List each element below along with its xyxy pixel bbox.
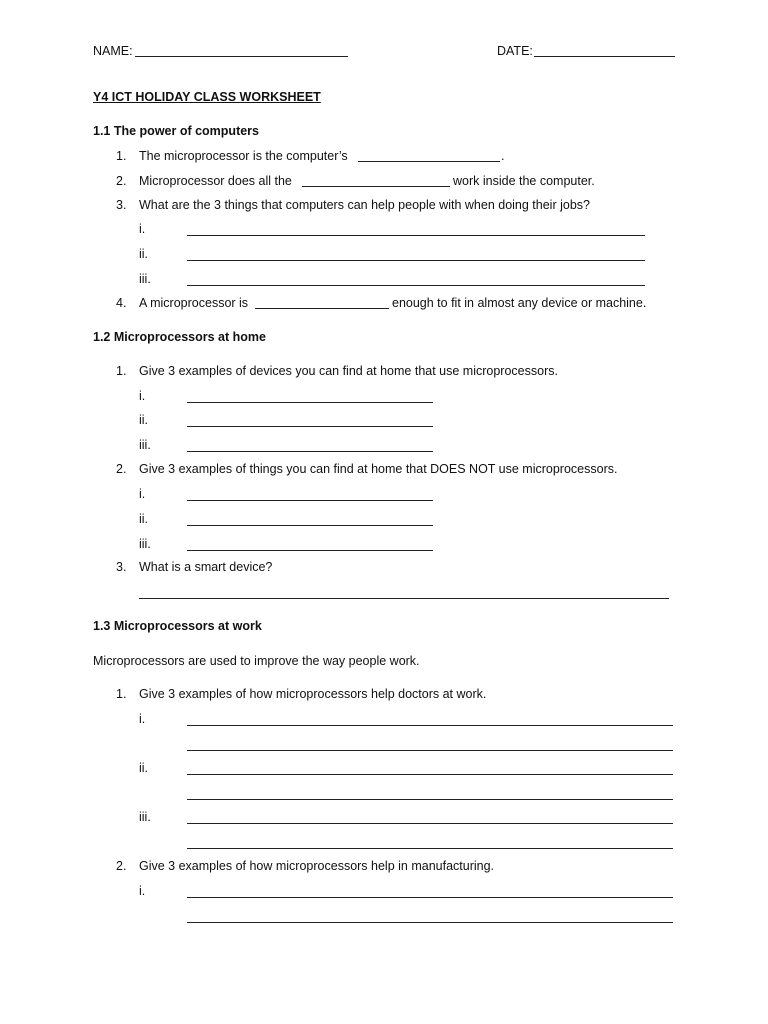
section-heading-1-2: 1.2 Microprocessors at home	[93, 330, 266, 344]
question-text: Give 3 examples of how microprocessors help in manufacturing.	[139, 859, 495, 873]
answer-line[interactable]	[187, 500, 433, 501]
name-blank[interactable]	[135, 56, 348, 57]
question-text: Give 3 examples of how microprocessors help doctors at work.	[139, 687, 487, 701]
question-text: What is a smart device?	[139, 560, 273, 574]
question-text: .	[501, 149, 505, 163]
question-number: 3.	[116, 198, 127, 212]
answer-line[interactable]	[187, 725, 673, 726]
question-number: 1.	[116, 149, 127, 163]
item-numeral: iii.	[139, 810, 151, 824]
answer-line[interactable]	[187, 260, 645, 261]
worksheet-title: Y4 ICT HOLIDAY CLASS WORKSHEET	[93, 90, 321, 104]
question-number: 2.	[116, 859, 127, 873]
answer-line[interactable]	[187, 848, 673, 849]
answer-blank[interactable]	[358, 161, 500, 162]
item-numeral: ii.	[139, 512, 149, 526]
item-numeral: ii.	[139, 247, 149, 261]
question-text: Give 3 examples of things you can find at home that DOES NOT use microprocessors.	[139, 462, 618, 476]
answer-line[interactable]	[187, 525, 433, 526]
item-numeral: i.	[139, 712, 146, 726]
item-numeral: i.	[139, 389, 146, 403]
answer-line[interactable]	[187, 750, 673, 751]
question-number: 3.	[116, 560, 127, 574]
question-text: What are the 3 things that computers can help people with when doing their jobs?	[139, 198, 590, 212]
answer-line[interactable]	[139, 598, 669, 599]
name-label: NAME:	[93, 44, 133, 58]
answer-line[interactable]	[187, 823, 673, 824]
question-text: work inside the computer.	[453, 174, 595, 188]
answer-blank[interactable]	[302, 186, 450, 187]
date-label: DATE:	[497, 44, 533, 58]
answer-line[interactable]	[187, 426, 433, 427]
item-numeral: iii.	[139, 272, 151, 286]
question-number: 2.	[116, 174, 127, 188]
item-numeral: i.	[139, 222, 146, 236]
question-number: 4.	[116, 296, 127, 310]
date-blank[interactable]	[534, 56, 675, 57]
question-number: 1.	[116, 687, 127, 701]
answer-line[interactable]	[187, 402, 433, 403]
answer-line[interactable]	[187, 799, 673, 800]
question-text: The microprocessor is the computer’s	[139, 149, 348, 163]
question-number: 1.	[116, 364, 127, 378]
section-heading-1-1: 1.1 The power of computers	[93, 124, 260, 138]
item-numeral: i.	[139, 884, 146, 898]
answer-blank[interactable]	[255, 308, 389, 309]
item-numeral: ii.	[139, 761, 149, 775]
answer-line[interactable]	[187, 550, 433, 551]
question-number: 2.	[116, 462, 127, 476]
question-text: A microprocessor is	[139, 296, 249, 310]
answer-line[interactable]	[187, 285, 645, 286]
item-numeral: iii.	[139, 537, 151, 551]
answer-line[interactable]	[187, 451, 433, 452]
question-text: Microprocessor does all the	[139, 174, 292, 188]
item-numeral: iii.	[139, 438, 151, 452]
section-heading-1-3: 1.3 Microprocessors at work	[93, 619, 262, 633]
question-text: Give 3 examples of devices you can find at home that use microprocessors.	[139, 364, 558, 378]
section-intro: Microprocessors are used to improve the way people work.	[93, 654, 420, 668]
item-numeral: ii.	[139, 413, 149, 427]
question-text: enough to fit in almost any device or machine.	[392, 296, 647, 310]
answer-line[interactable]	[187, 922, 673, 923]
answer-line[interactable]	[187, 235, 645, 236]
answer-line[interactable]	[187, 774, 673, 775]
item-numeral: i.	[139, 487, 146, 501]
answer-line[interactable]	[187, 897, 673, 898]
